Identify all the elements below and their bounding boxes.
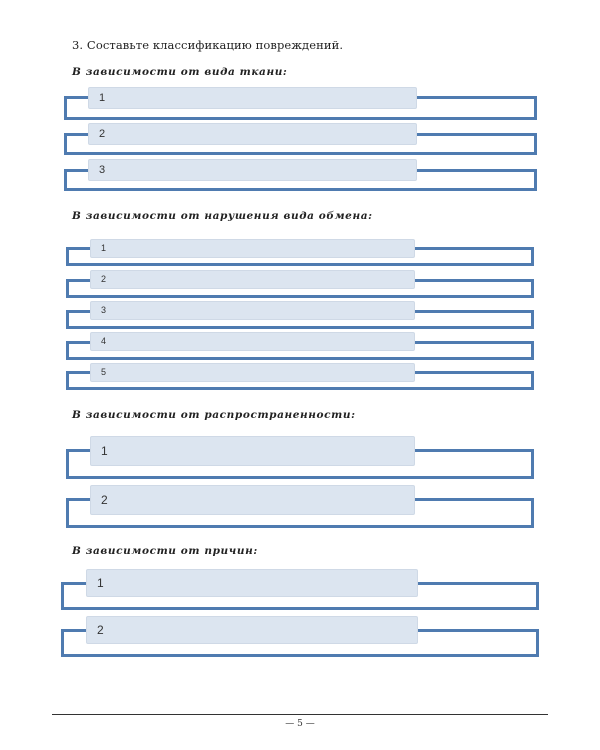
footer-divider (52, 714, 548, 715)
page-number: — 5 — (285, 719, 315, 729)
section-heading-spread: В зависимости от распространенности: (72, 409, 356, 421)
section-heading-causes: В зависимости от причин: (72, 545, 258, 557)
answer-field[interactable]: 2 (90, 270, 415, 289)
answer-field[interactable]: 1 (90, 436, 415, 466)
answer-field[interactable]: 5 (90, 363, 415, 382)
answer-field[interactable]: 1 (88, 87, 417, 109)
answer-field[interactable]: 3 (90, 301, 415, 320)
answer-field[interactable]: 2 (86, 616, 418, 644)
answer-field[interactable]: 2 (88, 123, 417, 145)
answer-field[interactable]: 3 (88, 159, 417, 181)
task-title: 3. Составьте классификацию повреждений. (72, 38, 344, 52)
section-heading-metabolism: В зависимости от нарушения вида обмена: (72, 210, 373, 222)
answer-field[interactable]: 4 (90, 332, 415, 351)
section-heading-tissue: В зависимости от вида ткани: (72, 66, 288, 78)
answer-field[interactable]: 1 (86, 569, 418, 597)
answer-field[interactable]: 1 (90, 239, 415, 258)
answer-field[interactable]: 2 (90, 485, 415, 515)
